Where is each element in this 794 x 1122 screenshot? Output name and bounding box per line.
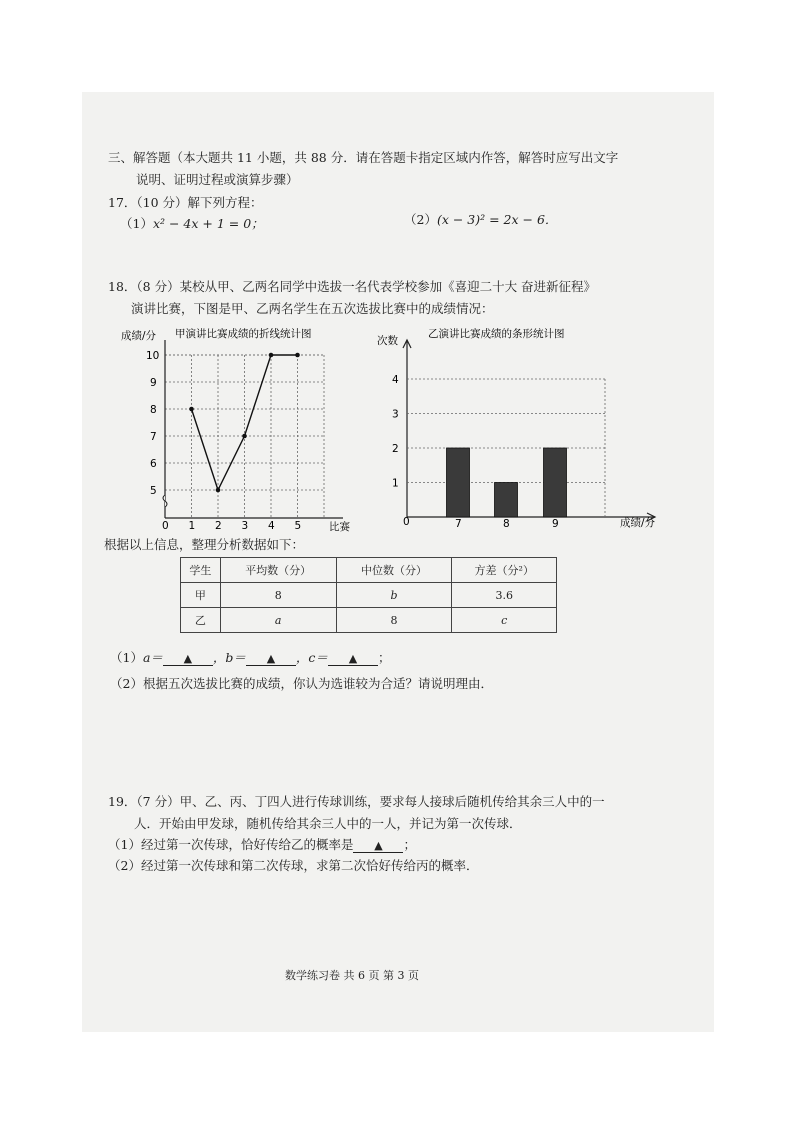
x-axis-label: 比赛 [329,521,350,533]
data-point [242,434,247,439]
q19-part1-end: ； [403,837,416,852]
y-tick-label: 1 [392,477,399,490]
q17-part1-equation: x² − 4x + 1 = 0； [152,216,264,231]
q18-part2: （2）根据五次选拔比赛的成绩，你认为选谁较为合适？请说明理由． [110,676,493,691]
y-axis-label: 成绩/分 [121,330,157,342]
q18-part1 [110,650,390,666]
chart-title: 乙演讲比赛成绩的条形统计图 [428,328,565,340]
q18-analysis-intro: 根据以上信息，整理分析数据如下： [104,537,305,552]
data-point [216,488,221,493]
y-tick-label: 2 [392,443,399,455]
x-axis-label: 成绩/分 [620,517,656,529]
data-point [295,353,300,358]
q19-part2: （2）经过第一次传球和第二次传球，求第二次恰好传给丙的概率． [108,858,479,873]
page-footer: 数学练习卷 共 6 页 第 3 页 [285,969,419,982]
chart-title: 甲演讲比赛成绩的折线统计图 [175,328,312,340]
section-heading: 三、解答题（本大题共 11 小题，共 88 分．请在答题卡指定区域内作答，解答时应写出文字 [108,150,619,165]
q17-part2-label: （2） [404,212,437,227]
c-answer-blank[interactable]: ▲ [328,652,378,666]
q17-title: 17．（10 分）解下列方程： [108,195,263,210]
bar [447,448,470,517]
bar [495,483,518,518]
table-cell: 8 [336,608,452,633]
yi-bar-chart [372,322,672,537]
y-tick-label: 4 [392,374,399,386]
x-tick-label: 3 [241,520,249,532]
b-label: ，b＝ [212,650,246,665]
header-median: 中位数（分） [336,558,452,583]
table-cell: c [452,608,557,633]
q17-part1-label: （1） [120,216,153,231]
a-label: a＝ [142,650,163,665]
c-label: ，c＝ [295,650,328,665]
table-header-row [181,558,557,583]
header-variance: 方差（分²） [452,558,557,583]
axis-break-mark [163,495,167,507]
y-tick-label: 10 [146,350,160,362]
x-tick-label: 2 [215,520,222,532]
a-answer-blank[interactable]: ▲ [163,652,213,666]
y-axis-label: 次数 [377,335,398,347]
table-cell: 甲 [181,583,221,608]
x-tick-label: 0 [162,520,169,532]
y-tick-label: 8 [150,404,157,416]
y-tick-label: 6 [150,458,157,470]
q19-part1-text: （1）经过第一次传球，恰好传给乙的概率是 [108,837,354,852]
bar [544,448,567,517]
header-student: 学生 [181,558,221,583]
x-tick-label: 5 [294,520,302,532]
y-tick-label: 3 [392,408,399,421]
table-cell: 3.6 [452,583,557,608]
q18-intro: 18．（8 分）某校从甲、乙两名同学中选拔一名代表学校参加《喜迎二十大 奋进新征程》 [108,279,597,294]
b-answer-blank[interactable]: ▲ [246,652,296,666]
jia-line-chart [115,322,360,537]
table-cell: a [220,608,336,633]
table-cell: 乙 [181,608,221,633]
x-tick-label: 9 [552,518,559,530]
table-row [181,608,557,633]
q17-part2 [404,212,557,228]
x-tick-label: 7 [455,518,462,530]
x-tick-label: 8 [503,518,510,530]
data-point [189,407,194,412]
x-tick-label: 1 [188,520,196,532]
q18-part1-label: （1） [110,650,143,665]
y-tick-label: 9 [150,377,157,389]
header-mean: 平均数（分） [220,558,336,583]
q19-intro: 19．（7 分）甲、乙、丙、丁四人进行传球训练，要求每人接球后随机传给其余三人中的一 [108,794,605,809]
q17-part1 [120,216,264,232]
x-tick-label: 4 [268,520,275,532]
y-tick-label: 5 [150,485,157,497]
q18-intro-cont: 演讲比赛，下图是甲、乙两名学生在五次选拔比赛中的成绩情况： [131,301,494,316]
q19-part1 [108,837,416,853]
table-row [181,583,557,608]
score-stats-table [180,557,557,633]
q17-part2-equation: (x − 3)² = 2x − 6． [436,212,558,227]
q18-part1-end: ； [377,650,391,665]
data-point [269,353,274,358]
y-tick-label: 7 [150,431,157,443]
q19-intro-cont: 人．开始由甲发球，随机传给其余三人中的一人，并记为第一次传球． [134,816,522,831]
section-heading-cont: 说明、证明过程或演算步骤） [136,172,299,187]
table-cell: 8 [220,583,336,608]
q19-answer-blank[interactable]: ▲ [353,839,403,853]
table-cell: b [336,583,452,608]
origin-label: 0 [403,516,410,528]
